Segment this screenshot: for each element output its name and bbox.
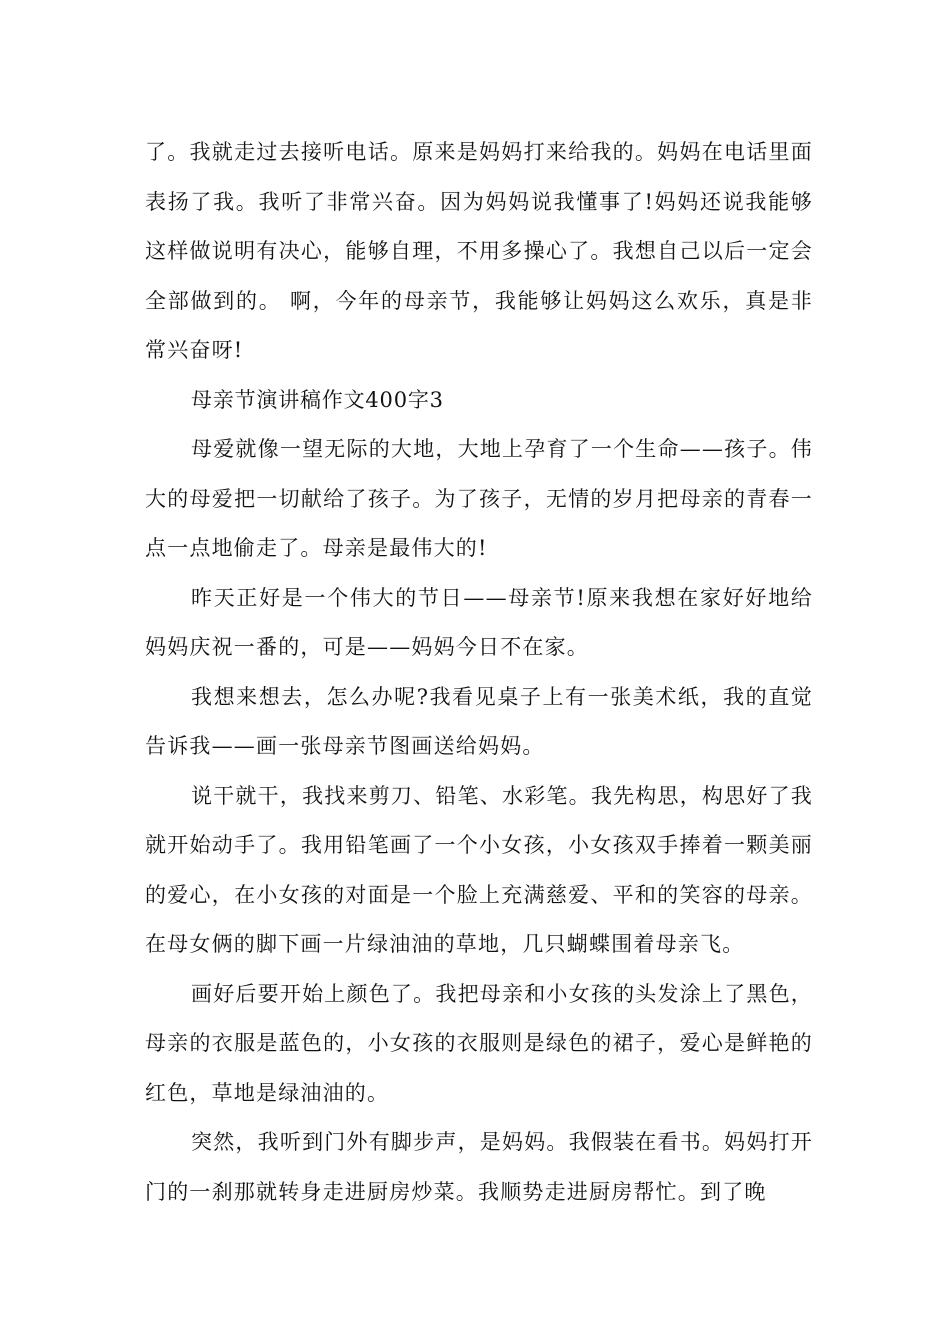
paragraph-6: 突然，我听到门外有脚步声，是妈妈。我假装在看书。妈妈打开门的一刹那就转身走进厨房炒菜。我顺势走进厨房帮忙。到了晚 xyxy=(145,1130,813,1204)
paragraph-1: 母爱就像一望无际的大地，大地上孕育了一个生命——孩子。伟大的母爱把一切献给了孩子。为了孩子，无情的岁月把母亲的青春一点一点地偷走了。母亲是最伟大的! xyxy=(145,437,813,560)
paragraph-4: 说干就干，我找来剪刀、铅笔、水彩笔。我先构思，构思好了我就开始动手了。我用铅笔画了一个小女孩，小女孩双手捧着一颗美丽的爱心，在小女孩的对面是一个脸上充满慈爱、平和的笑容的母亲。在母女俩的脚下画一片绿油油的草地，几只蝴蝶围着母亲飞。 xyxy=(145,783,813,956)
paragraph-5: 画好后要开始上颜色了。我把母亲和小女孩的头发涂上了黑色，母亲的衣服是蓝色的，小女孩的衣服则是绿色的裙子，爱心是鲜艳的红色，草地是绿油油的。 xyxy=(145,981,813,1105)
paragraph-continued: 了。我就走过去接听电话。原来是妈妈打来给我的。妈妈在电话里面表扬了我。我听了非常兴奋。因为妈妈说我懂事了!妈妈还说我能够这样做说明有决心，能够自理，不用多操心了。我想自己以后一定会全部做到的。 啊，今年的母亲节，我能够让妈妈这么欢乐，真是非常兴奋呀! xyxy=(145,140,813,362)
paragraph-2: 昨天正好是一个伟大的节日——母亲节!原来我想在家好好地给妈妈庆祝一番的，可是——妈妈今日不在家。 xyxy=(145,585,813,659)
paragraph-3: 我想来想去，怎么办呢?我看见桌子上有一张美术纸，我的直觉告诉我——画一张母亲节图画送给妈妈。 xyxy=(145,684,813,758)
section-heading: 母亲节演讲稿作文400字3 xyxy=(191,387,444,412)
document-page xyxy=(145,128,813,1217)
